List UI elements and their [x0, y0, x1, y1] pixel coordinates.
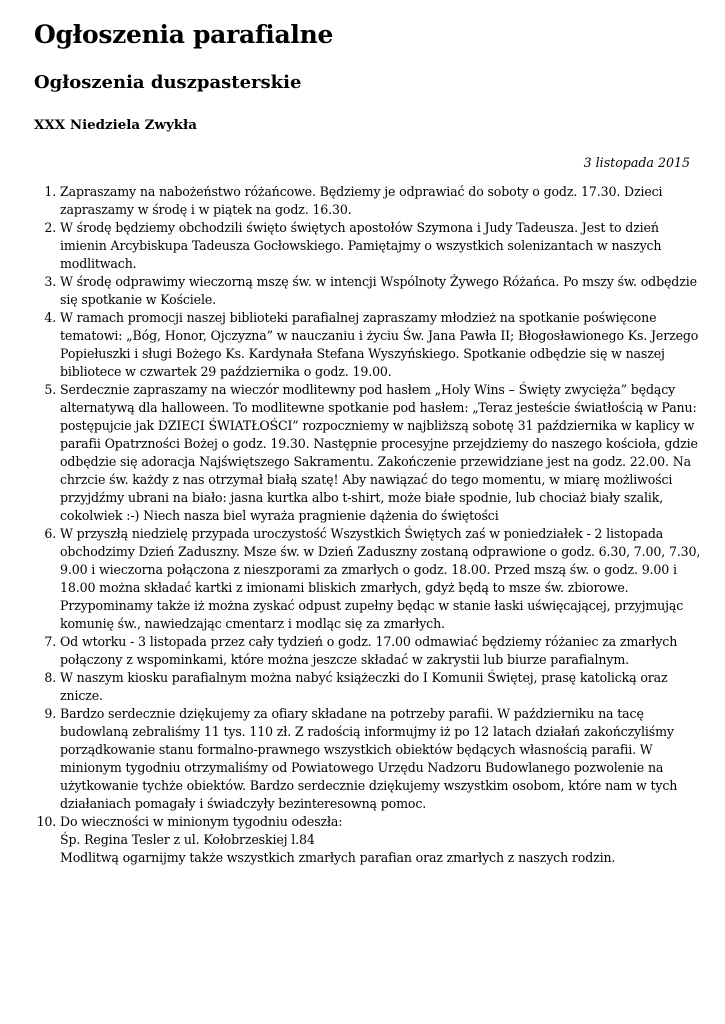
announcement-line: zapraszamy w środę i w piątek na godz. 16.30. — [60, 202, 352, 217]
announcement-line: parafii Opatrzności Bożej o godz. 19.30. Następnie procesyjne przejdziemy do naszego kościoła, gdzie — [60, 436, 698, 451]
announcement-line: odbędzie się adoracja Najświętszego Sakramentu. Zakończenie przewidziane jest na godz. 22.00. Na — [60, 454, 691, 469]
announcement-line: 2. W środę będziemy obchodzili święto świętych apostołów Szymona i Judy Tadeusza. Jest to dzień — [60, 220, 659, 235]
announcement-line: 7. Od wtorku - 3 listopada przez cały tydzień o godz. 17.00 odmawiać będziemy różaniec za zmarłych — [60, 634, 678, 649]
announcement-item — [60, 219, 690, 273]
subsection-title: XXX Niedziela Zwykła — [34, 117, 197, 133]
announcement-line: porządkowanie stanu formalno-prawnego wszystkich obiektów będących własnością parafii. W — [60, 742, 653, 757]
announcement-line: Przypominamy także iż można zyskać odpust zupełny będąc w stanie łaski uświęcającej, przyjmując — [60, 598, 684, 613]
page-title: Ogłoszenia parafialne — [34, 20, 334, 49]
announcement-line: modlitwach. — [60, 256, 137, 271]
announcement-line: 1. Zapraszamy na nabożeństwo różańcowe. Będziemy je odprawiać do soboty o godz. 17.30. Dzieci — [60, 184, 663, 199]
announcement-item — [60, 669, 690, 705]
announcements-list — [34, 183, 701, 867]
announcement-line: przyjdźmy ubrani na biało: jasna kurtka albo t-shirt, może białe spodnie, lub chociaż biały szalik, — [60, 490, 664, 505]
announcement-line: komunię św., nawiedzając cmentarz i modląc się za zmarłych. — [60, 616, 445, 631]
announcement-line: chrzcie św. każdy z nas otrzymał białą szatę! Aby nawiązać do tego momentu, w miarę możliwości — [60, 472, 673, 487]
announcement-item — [60, 381, 698, 525]
section-title: Ogłoszenia duszpasterskie — [34, 72, 302, 93]
announcement-line: 9. Bardzo serdecznie dziękujemy za ofiary składane na potrzeby parafii. W październiku na tacę — [60, 706, 644, 721]
announcement-line: 10. Do wieczności w minionym tygodniu odeszła: — [60, 814, 343, 829]
document-page — [34, 0, 701, 867]
announcement-date: 3 listopada 2015 — [583, 155, 690, 170]
announcement-line: 4. W ramach promocji naszej biblioteki parafialnej zapraszamy młodzież na spotkanie poświęcone — [60, 310, 657, 325]
announcement-item — [60, 705, 690, 813]
announcement-line: budowlaną zebraliśmy 11 tys. 110 zł. Z radością informujmy iż po 12 latach działań zakończyliśmy — [60, 724, 674, 739]
announcement-item — [60, 813, 690, 867]
announcement-line: się spotkanie w Kościele. — [60, 292, 217, 307]
announcement-item — [60, 273, 697, 309]
announcement-line: 9.00 i wieczorna połączona z nieszporami za zmarłych o godz. 18.00. Przed mszą św. o godz. 9.00 i — [60, 562, 677, 577]
announcement-line: imienin Arcybiskupa Tadeusza Gocłowskiego. Pamiętajmy o wszystkich solenizantach w naszych — [60, 238, 662, 253]
announcement-line: Modlitwą ogarnijmy także wszystkich zmarłych parafian oraz zmarłych z naszych rodzin. — [60, 850, 616, 865]
announcement-line: obchodzimy Dzień Zaduszny. Msze św. w Dzień Zaduszny zostaną odprawione o godz. 6.30, 7.00, 7.30, — [60, 544, 701, 559]
announcement-line: 3. W środę odprawimy wieczorną mszę św. w intencji Wspólnoty Żywego Różańca. Po mszy św. odbędzie — [60, 274, 697, 289]
announcement-line: Popiełuszki i sługi Bożego Ks. Kardynała Stefana Wyszyńskiego. Spotkanie odbędzie się w naszej — [60, 346, 665, 361]
announcement-item — [60, 309, 699, 381]
announcement-line: połączony z wspominkami, które można jeszcze składać w zakrystii lub biurze parafialnym. — [60, 652, 629, 667]
announcement-item — [60, 633, 690, 669]
announcement-line: minionym tygodniu otrzymaliśmy od Powiatowego Urzędu Nadzoru Budowlanego pozwolenie na — [60, 760, 664, 775]
announcement-line: 8. W naszym kiosku parafialnym można nabyć książeczki do I Komunii Świętej, prasę katolicką oraz — [60, 670, 668, 685]
announcement-line: 18.00 można składać kartki z imionami bliskich zmarłych, gdyż będą to msze św. zbiorowe. — [60, 580, 629, 595]
announcement-line: znicze. — [60, 688, 103, 703]
announcement-line: cokolwiek :-) Niech nasza biel wyraża pragnienie dążenia do świętości — [60, 508, 499, 523]
announcement-line: tematowi: „Bóg, Honor, Ojczyzna” w nauczaniu i życiu Św. Jana Pawła II; Błogosławionego Ks. Jerzego — [60, 328, 699, 343]
announcement-line: użytkowanie tychże obiektów. Bardzo serdecznie dziękujemy wszystkim osobom, które nam w tych — [60, 778, 678, 793]
announcement-line: działaniach pomagały i świadczyły bezinteresowną pomoc. — [60, 796, 427, 811]
announcement-line: 6. W przyszłą niedzielę przypada uroczystość Wszystkich Świętych zaś w poniedziałek - 2 listopada — [60, 526, 664, 541]
announcement-item — [60, 183, 690, 219]
announcement-item — [60, 525, 701, 633]
announcement-line: bibliotece w czwartek 29 października o godz. 19.00. — [60, 364, 392, 379]
announcement-line: 5. Serdecznie zapraszamy na wieczór modlitewny pod hasłem „Holy Wins – Święty zwycięża” będący — [60, 382, 676, 397]
announcement-line: postępujcie jak DZIECI ŚWIATŁOŚCI” rozpoczniemy w najbliższą sobotę 31 października w kaplicy w — [60, 418, 695, 433]
announcement-line: alternatywą dla halloween. To modlitewne spotkanie pod hasłem: „Teraz jesteście światłością w Panu: — [60, 400, 697, 415]
announcement-line: Śp. Regina Tesler z ul. Kołobrzeskiej l.84 — [60, 832, 315, 847]
